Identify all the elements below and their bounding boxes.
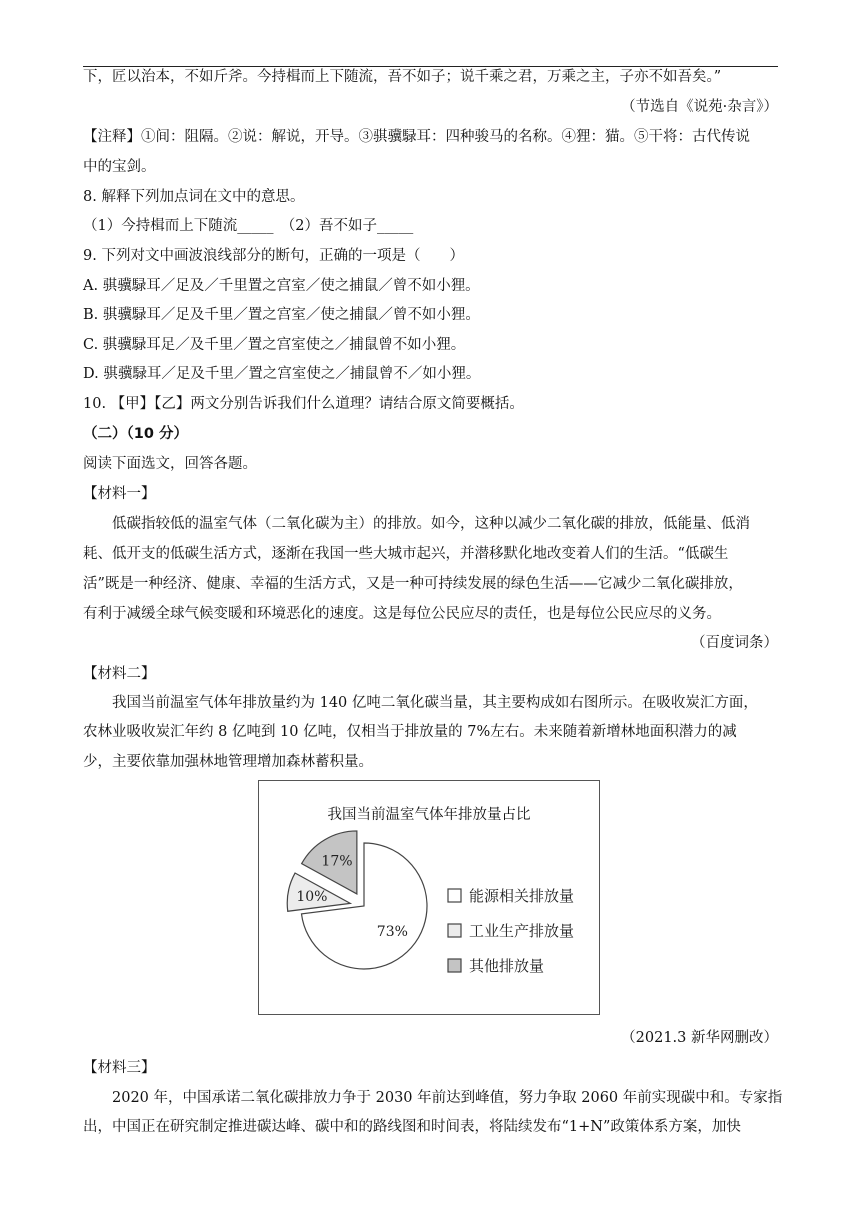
material-3-text: 2020 年，中国承诺二氧化碳排放力争于 2030 年前达到峰值，努力争取 2060 年前实现碳中和。专家指 xyxy=(112,1090,783,1106)
question-8-items: （1）今持楫而上下随流_____ （2）吾不如子_____ xyxy=(83,218,414,234)
text-line: 下，匠以治本，不如斤斧。今持楫而上下随流，吾不如子；说千乘之君，万乘之主，子亦不如吾矣。” xyxy=(83,69,722,85)
legend-label-2: 其他排放量 xyxy=(469,957,545,975)
option-b: B. 骐骥騄耳／足及千里／置之宫室／使之捕鼠／曾不如小狸。 xyxy=(83,307,480,323)
option-d: D. 骐骥騄耳／足及千里／置之宫室使之／捕鼠曾不／如小狸。 xyxy=(83,366,481,382)
material-3-text: 出，中国正在研究制定推进碳达峰、碳中和的路线图和时间表，将陆续发布“1+N”政策体系方案，加快 xyxy=(83,1119,741,1135)
source-note: （百度词条） xyxy=(691,635,778,651)
section-heading: （二）（10 分） xyxy=(83,426,188,442)
option-a: A. 骐骥騄耳／足及／千里置之宫室／使之捕鼠／曾不如小狸。 xyxy=(83,278,480,294)
source-note: （节选自《说苑·杂言》） xyxy=(621,99,778,115)
pie-chart-figure xyxy=(258,780,600,1015)
question-10: 10. 【甲】【乙】两文分别告诉我们什么道理？请结合原文简要概括。 xyxy=(83,396,524,412)
pie-label-0: 73% xyxy=(376,923,408,940)
material-1-text: 耗、低开支的低碳生活方式，逐渐在我国一些大城市起兴，并潜移默化地改变着人们的生活。“低碳生 xyxy=(83,546,729,562)
material-2-text: 少，主要依靠加强林地管理增加森林蓄积量。 xyxy=(83,754,373,770)
material-3-heading: 【材料三】 xyxy=(83,1060,156,1076)
chart-title: 我国当前温室气体年排放量占比 xyxy=(327,807,531,823)
annotation-line: 中的宝剑。 xyxy=(83,159,156,175)
pie-label-1: 10% xyxy=(296,889,328,906)
material-1-heading: 【材料一】 xyxy=(83,486,156,502)
question-9: 9. 下列对文中画波浪线部分的断句，正确的一项是（ ） xyxy=(83,248,464,264)
annotation-line: 【注释】①间：阻隔。②说：解说，开导。③骐骥騄耳：四种骏马的名称。④狸：猫。⑤干将：古代传说 xyxy=(83,129,750,145)
option-c: C. 骐骥騄耳足／及千里／置之宫室使之／捕鼠曾不如小狸。 xyxy=(83,337,466,353)
material-1-text: 活”既是一种经济、健康、幸福的生活方式，又是一种可持续发展的绿色生活——它减少二氧化碳排放， xyxy=(83,576,743,592)
question-8: 8. 解释下列加点词在文中的意思。 xyxy=(83,189,305,205)
legend-swatch-1 xyxy=(448,924,461,937)
material-2-text: 农林业吸收炭汇年约 8 亿吨到 10 亿吨，仅相当于排放量的 7%左右。未来随着新增林地面积潜力的减 xyxy=(83,724,737,740)
material-1-text: 有利于减缓全球气候变暖和环境恶化的速度。这是每位公民应尽的责任，也是每位公民应尽的义务。 xyxy=(83,606,721,622)
legend-label-1: 工业生产排放量 xyxy=(469,922,575,940)
instruction: 阅读下面选文，回答各题。 xyxy=(83,456,257,472)
legend-label-0: 能源相关排放量 xyxy=(469,887,575,905)
pie-chart-svg xyxy=(259,781,599,1014)
source-note: （2021.3 新华网删改） xyxy=(621,1030,778,1046)
material-2-heading: 【材料二】 xyxy=(83,666,156,682)
pie-label-2: 17% xyxy=(321,853,353,870)
material-1-text: 低碳指较低的温室气体（二氧化碳为主）的排放。如今，这种以减少二氧化碳的排放，低能量、低消 xyxy=(112,516,750,532)
legend-swatch-2 xyxy=(448,959,461,972)
material-2-text: 我国当前温室气体年排放量约为 140 亿吨二氧化碳当量，其主要构成如右图所示。在吸收炭汇方面， xyxy=(112,695,758,711)
legend-swatch-0 xyxy=(448,889,461,902)
